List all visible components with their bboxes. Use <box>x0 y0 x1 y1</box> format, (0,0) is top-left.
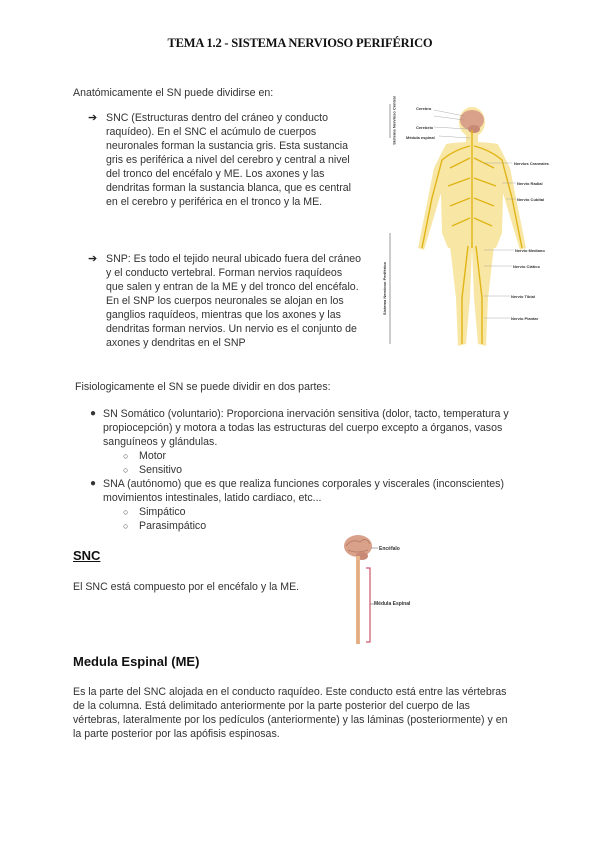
label-cerebelo: Cerebelo <box>416 125 434 130</box>
sub-item-motor: ○ Motor <box>123 450 167 462</box>
label-medula-espinal: Médula Espinal <box>374 601 411 607</box>
list-item-sna: ● SNA (autónomo) que es que realiza funciones corporales y viscerales (inconscientes) movimientos intestinales, latido cardiaco, etc... <box>83 477 543 505</box>
label-nervio-mediano: Nervio Mediano <box>515 248 545 253</box>
page-title: TEMA 1.2 - SISTEMA NERVIOSO PERIFÉRICO <box>167 36 433 50</box>
circle-bullet-icon: ○ <box>123 465 129 475</box>
snc-figure <box>338 530 438 650</box>
label-nervio-cubital: Nervio Cubital <box>517 197 545 202</box>
fisio-list <box>83 407 543 533</box>
sub-item-sensitivo: ○ Sensitivo <box>123 464 182 476</box>
arrow-icon: ➔ <box>88 253 98 265</box>
label-snp-side: Sistema Nervioso Periférico <box>382 261 388 316</box>
label-medula: Médula espinal <box>406 135 435 140</box>
label-nervio-tibial: Nervio Tibial <box>511 294 535 299</box>
label-snc-side: Sistema Nervioso Central <box>391 96 397 145</box>
arrow-icon: ➔ <box>88 112 98 124</box>
circle-bullet-icon: ○ <box>123 451 129 461</box>
label-nervio-plantar: Nervio Plantar <box>511 316 539 321</box>
anatomic-item-snp <box>88 252 380 350</box>
label-nervios-craneales: Nervios Craneales <box>514 161 549 166</box>
me-paragraph: Es la parte del SNC alojada en el conducto raquídeo. Este conducto está entre las vértebras de la columna. Está delimitado anteriormente por la parte posterior del cuerpo de las vértebras, lateralmente por los pedículos (anteriormente) y las láminas (posteriormente) y en la parte posterior por las apófisis espinosas. <box>73 686 508 740</box>
anatomic-item-text: SNC (Estructuras dentro del cráneo y conducto raquídeo). En el SNC el acúmulo de cuerpos neuronales forman la sustancia gris. Esta sustancia gris es periférica a nivel del cerebro y central a nivel del tronco del encéfalo y ME. Los axones y las dendritas forman la sustancia blanca, que es central en el cerebro y periférica en el tronco y la ME. <box>106 112 351 208</box>
circle-bullet-icon: ○ <box>123 521 129 531</box>
snc-heading: SNC <box>73 548 101 563</box>
sub-item-simpatico: ○ Simpático <box>123 506 186 518</box>
nervous-system-figure <box>384 98 564 354</box>
list-item-somatico: ● SN Somático (voluntario): Proporciona inervación sensitiva (dolor, tacto, temperatura y propiocepción) y motora a todas las estructuras del cuerpo excepto a órganos, vasos sanguíneos y glándulas. <box>83 407 543 449</box>
label-nervio-radial: Nervio Radial <box>517 181 543 186</box>
fisio-intro: Fisiologicamente el SN se puede dividir en dos partes: <box>75 381 331 393</box>
sub-item-parasimpatico: ○ Parasimpático <box>123 520 207 532</box>
me-heading: Medula Espinal (ME) <box>73 654 200 669</box>
anatomic-item-text: SNP: Es todo el tejido neural ubicado fuera del cráneo y el conducto vertebral. Forman nervios raquídeos que salen y entran de la ME y del tronco del encéfalo. En el SNP los cuerpos neuronales se alojan en los ganglios raquídeos, mientras que los axones y las dendritas forman nervios. Un nervio es el conjunto de axones y dendritas en el SNP <box>106 253 362 349</box>
anatomic-item-snc <box>88 111 380 209</box>
bullet-icon: ● <box>89 408 97 419</box>
bullet-icon: ● <box>89 478 97 489</box>
label-encefalo: Encéfalo <box>379 546 400 552</box>
intro-text: Anatómicamente el SN puede dividirse en: <box>73 87 274 99</box>
label-nervio-ciatico: Nervio Ciático <box>513 264 540 269</box>
snc-text: El SNC está compuesto por el encéfalo y la ME. <box>73 581 300 593</box>
label-cerebro: Cerebro <box>416 106 432 111</box>
circle-bullet-icon: ○ <box>123 507 129 517</box>
